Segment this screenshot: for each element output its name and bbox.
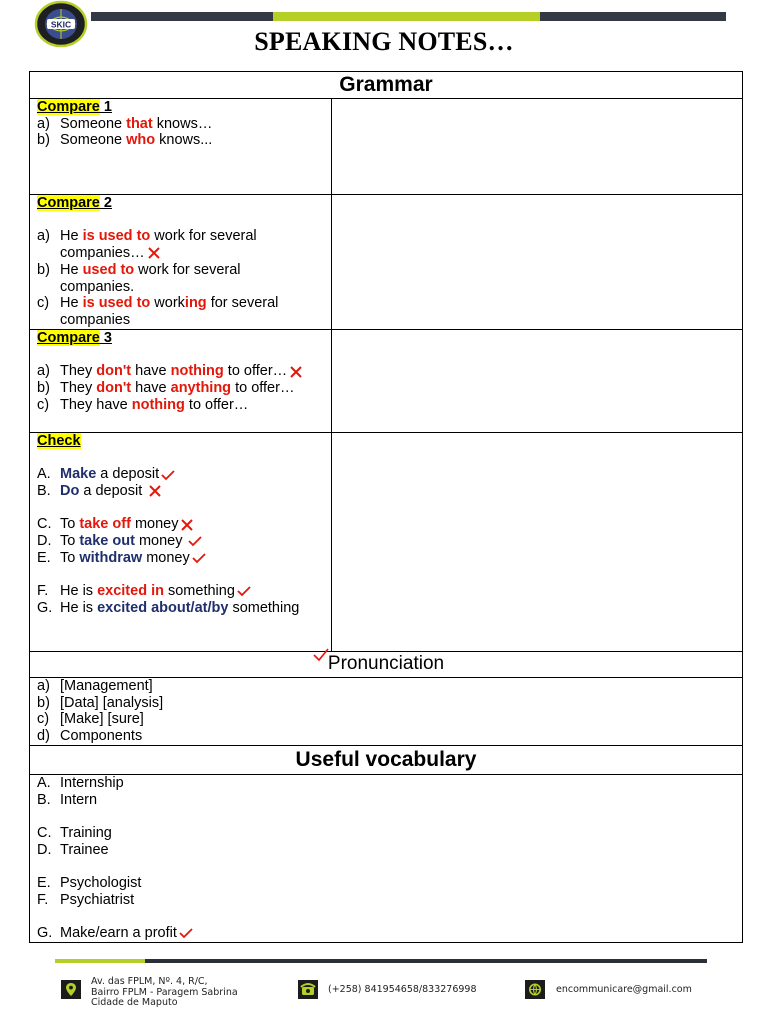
list-item: B. Intern	[37, 791, 98, 808]
compare-3-heading: Compare 3	[37, 330, 112, 346]
check-heading: Check	[37, 433, 81, 449]
list-item: G. He is excited about/at/by something	[37, 599, 300, 616]
list-item: D. To take out money	[37, 533, 327, 550]
list-item: a) He is used to work for several companies…	[37, 228, 257, 262]
list-item: A. Internship	[37, 775, 124, 791]
list-item: b) [Data] [analysis]	[37, 694, 164, 711]
cross-mark-icon	[147, 247, 161, 259]
list-item: F. He is excited in something	[37, 583, 327, 600]
header-bar-green	[273, 12, 540, 21]
list-item: D. Trainee	[37, 841, 109, 858]
list-item: E. To withdraw money	[37, 550, 327, 567]
globe-icon	[525, 980, 545, 999]
list-item: b) They don't have anything to offer…	[37, 380, 295, 397]
vocabulary-title: Useful vocabulary	[295, 748, 477, 771]
vocabulary-list	[37, 775, 717, 942]
cross-mark-icon	[180, 519, 194, 531]
check-mark-icon	[313, 648, 329, 662]
compare-1-heading: Compare 1	[37, 99, 112, 115]
page-title: SPEAKING NOTES…	[254, 27, 514, 56]
list-item: c) They have nothing to offer…	[37, 396, 249, 413]
cross-mark-icon	[289, 366, 303, 378]
list-item: c) [Make] [sure]	[37, 711, 144, 728]
list-item: E. Psychologist	[37, 875, 142, 892]
footer-bar	[55, 959, 707, 963]
list-item: d) Components	[37, 728, 143, 745]
grammar-column-divider	[331, 98, 332, 651]
header-bar-dark-left	[91, 12, 273, 21]
list-item: a) [Management]	[37, 678, 153, 694]
compare-2-heading: Compare 2	[37, 195, 112, 211]
pronunciation-title: Pronunciation	[327, 653, 445, 674]
list-item: B. Do a deposit	[37, 483, 327, 500]
check-mark-icon	[237, 585, 251, 597]
header-bar-dark-right	[540, 12, 726, 21]
list-item: c) He is used to working for several companies	[37, 295, 279, 328]
list-item: C. To take off money	[37, 516, 327, 533]
telephone-icon	[298, 980, 318, 999]
svg-text:SKIC: SKIC	[50, 19, 72, 30]
list-item: A. Make a deposit	[37, 466, 327, 483]
check-mark-icon	[179, 927, 193, 939]
compare-2-cell	[37, 195, 327, 329]
list-item: G. Make/earn a profit	[37, 925, 717, 942]
list-item: C. Training	[37, 825, 112, 842]
grammar-title: Grammar	[339, 73, 433, 96]
pronunciation-list	[37, 678, 717, 745]
list-item: a) They don't have nothing to offer…	[37, 363, 327, 380]
check-cell	[37, 433, 327, 617]
list-item: b) Someone who knows...	[37, 132, 213, 149]
compare-3-cell	[37, 330, 327, 414]
compare-1-cell	[37, 99, 327, 149]
list-item: b) He used to work for several companies.	[37, 261, 241, 295]
footer-phone: (+258) 841954658/833276998	[328, 984, 477, 995]
list-item: F. Psychiatrist	[37, 891, 135, 908]
cross-mark-icon	[148, 485, 162, 497]
footer-address: Av. das FPLM, Nº. 4, R/C, Bairro FPLM - Paragem Sabrina Cidade de Maputo	[91, 976, 238, 1008]
list-item: a) Someone that knows…	[37, 115, 213, 132]
location-pin-icon	[61, 980, 81, 999]
footer-email: encommunicare@gmail.com	[556, 984, 692, 995]
check-mark-icon	[192, 552, 206, 564]
check-mark-icon	[188, 535, 202, 547]
check-mark-icon	[161, 469, 175, 481]
